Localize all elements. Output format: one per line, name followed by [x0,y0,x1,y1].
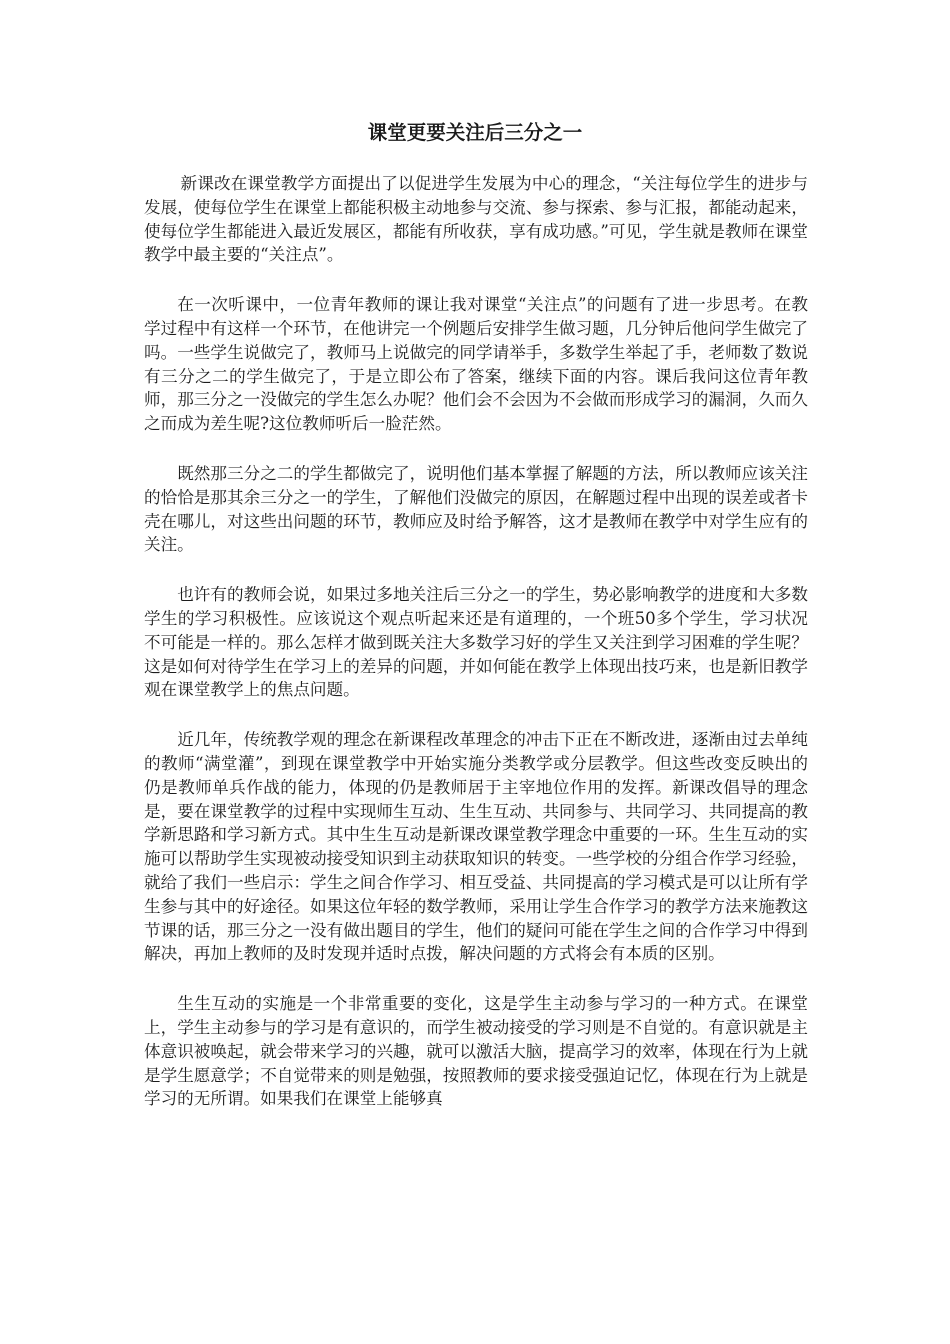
document-body [144,172,808,1137]
paragraph-5: 近几年，传统教学观的理念在新课程改革理念的冲击下正在不断改进，逐渐由过去单纯的教师“满堂灌”，到现在课堂教学中开始实施分类教学或分层教学。但这些改变反映出的仍是教师单兵作战的能力，体现的仍是教师居于主宰地位作用的发挥。新课改倡导的理念是，要在课堂教学的过程中实现师生互动、生生互动、共同参与、共同学习、共同提高的教学新思路和学习新方式。其中生生互动是新课改课堂教学理念中重要的一环。生生互动的实施可以帮助学生实现被动接受知识到主动获取知识的转变。一些学校的分组合作学习经验，就给了我们一些启示：学生之间合作学习、相互受益、共同提高的学习模式是可以让所有学生参与其中的好途径。如果这位年轻的数学教师，采用让学生合作学习的教学方法来施教这节课的话，那三分之一没有做出题目的学生，他们的疑问可能在学生之间的合作学习中得到解决，再加上教师的及时发现并适时点拨，解决问题的方式将会有本质的区别。 [144,730,808,964]
paragraph-4: 也许有的教师会说，如果过多地关注后三分之一的学生，势必影响教学的进度和大多数学生的学习积极性。应该说这个观点听起来还是有道理的，一个班50多个学生，学习状况不可能是一样的。那么怎样才做到既关注大多数学习好的学生又关注到学习困难的学生呢？这是如何对待学生在学习上的差异的问题，并如何能在教学上体现出技巧来，也是新旧教学观在课堂教学上的焦点问题。 [144,585,808,700]
paragraph-1: 新课改在课堂教学方面提出了以促进学生发展为中心的理念，“关注每位学生的进步与发展，使每位学生在课堂上都能积极主动地参与交流、参与探索、参与汇报，都能动起来，使每位学生都能进入最近发展区，都能有所收获，享有成功感。”可见，学生就是教师在课堂教学中最主要的“关注点”。 [144,174,808,265]
document-title: 课堂更要关注后三分之一 [367,121,583,144]
paragraph-2: 在一次听课中，一位青年教师的课让我对课堂“关注点”的问题有了进一步思考。在教学过程中有这样一个环节，在他讲完一个例题后安排学生做习题，几分钟后他问学生做完了吗。一些学生说做完了，教师马上说做完的同学请举手，多数学生举起了手，老师数了数说有三分之二的学生做完了，于是立即公布了答案，继续下面的内容。课后我问这位青年教师，那三分之一没做完的学生怎么办呢？他们会不会因为不会做而形成学习的漏洞，久而久之而成为差生呢?这位教师听后一脸茫然。 [144,295,808,434]
paragraph-6: 生生互动的实施是一个非常重要的变化，这是学生主动参与学习的一种方式。在课堂上，学生主动参与的学习是有意识的，而学生被动接受的学习则是不自觉的。有意识就是主体意识被唤起，就会带来学习的兴趣，就可以激活大脑，提高学习的效率，体现在行为上就是学生愿意学；不自觉带来的则是勉强，按照教师的要求接受强迫记忆，体现在行为上就是学习的无所谓。如果我们在课堂上能够真 [144,994,808,1109]
paragraph-3: 既然那三分之二的学生都做完了，说明他们基本掌握了解题的方法，所以教师应该关注的恰恰是那其余三分之一的学生，了解他们没做完的原因，在解题过程中出现的误差或者卡壳在哪儿，对这些出问题的环节，教师应及时给予解答，这才是教师在教学中对学生应有的关注。 [144,463,808,555]
